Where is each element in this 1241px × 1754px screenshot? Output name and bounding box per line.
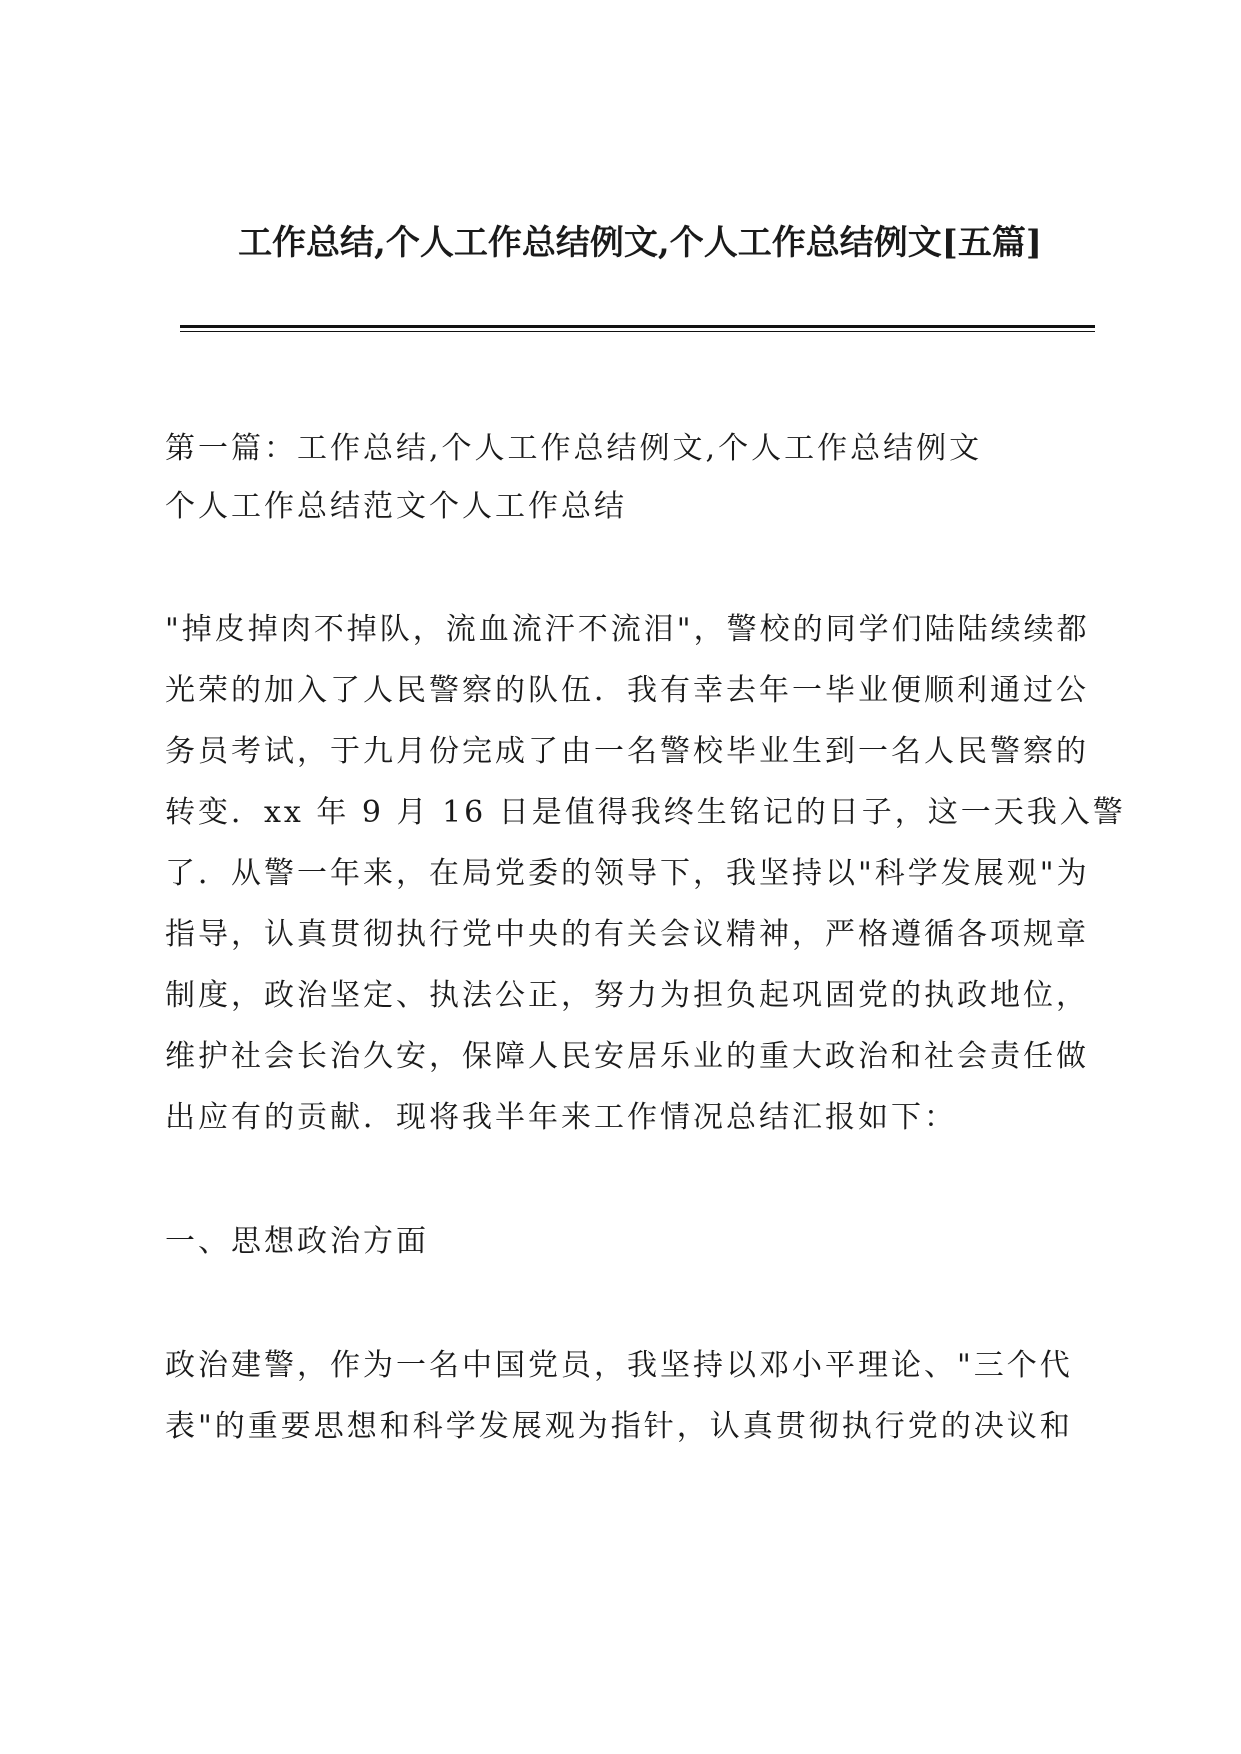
paragraph-line: 务员考试，于九月份完成了由一名警校毕业生到一名人民警察的 [165, 734, 1089, 769]
subheading: 个人工作总结范文个人工作总结 [165, 489, 627, 524]
paragraph-line: 维护社会长治久安，保障人民安居乐业的重大政治和社会责任做 [165, 1039, 1089, 1074]
title-divider-thin [180, 331, 1095, 332]
paragraph-1 [165, 599, 1126, 1148]
paragraph-line: "掉皮掉肉不掉队，流血流汗不流泪"，警校的同学们陆陆续续都 [165, 612, 1090, 647]
paragraph-line: 表"的重要思想和科学发展观为指针，认真贯彻执行党的决议和 [165, 1409, 1073, 1444]
title-divider-thick [180, 325, 1095, 328]
paragraph-2 [165, 1335, 1095, 1457]
document-body [165, 420, 1126, 1457]
paragraph-line: 指导，认真贯彻执行党中央的有关会议精神，严格遵循各项规章 [165, 917, 1089, 952]
paragraph-line: 政治建警，作为一名中国党员，我坚持以邓小平理论、"三个代 [165, 1348, 1073, 1383]
paragraph-line: 制度，政治坚定、执法公正，努力为担负起巩固党的执政地位， [165, 978, 1089, 1013]
paragraph-line: 出应有的贡献．现将我半年来工作情况总结汇报如下： [165, 1100, 957, 1135]
spacer [165, 536, 1095, 599]
paragraph-line: 光荣的加入了人民警察的队伍．我有幸去年一毕业便顺利通过公 [165, 673, 1089, 708]
paragraph-line: 了．从警一年来，在局党委的领导下，我坚持以"科学发展观"为 [165, 856, 1090, 891]
paragraph-line: 转变．xx 年 9 月 16 日是值得我终生铭记的日子，这一天我入警 [165, 795, 1126, 830]
section-1-heading: 一、思想政治方面 [165, 1224, 429, 1259]
section-heading: 第一篇：工作总结,个人工作总结例文,个人工作总结例文 [165, 431, 983, 466]
document-title: 工作总结,个人工作总结例文,个人工作总结例文[五篇] [238, 223, 1042, 263]
spacer [165, 1148, 1095, 1211]
spacer [165, 1272, 1095, 1335]
